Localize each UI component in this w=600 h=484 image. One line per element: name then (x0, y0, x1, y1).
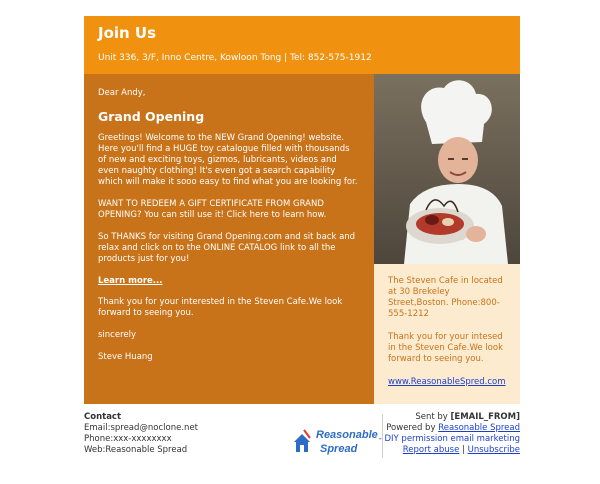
powered-suffix: - DIY permission email marketing (378, 434, 520, 444)
main-content (84, 74, 374, 404)
header-address: Unit 336, 3/F, Inno Centre, Kowloon Tong | Tel: 852-575-1912 (98, 53, 372, 63)
sent-by-line (379, 412, 520, 423)
powered-prefix: Powered by (386, 423, 436, 433)
learn-more-link[interactable]: Learn more... (98, 276, 163, 286)
contact-heading: Contact (84, 412, 122, 422)
contact-email: Email:spread@noclone.net (84, 423, 199, 433)
cafe-thanks: Thank you for your intesed in the Steven Cafe.We look forward to seeing you. (388, 332, 503, 364)
chef-photo (374, 74, 520, 264)
contact-phone: Phone:xxx-xxxxxxxx (84, 434, 172, 444)
paragraph-gift: WANT TO REDEEM A GIFT CERTIFICATE FROM GRAND OPENING? You can still use it! Click here to learn how. (98, 199, 327, 220)
contact-block (84, 412, 198, 456)
email-body (84, 74, 520, 404)
footer-links (379, 445, 520, 456)
sent-by-block (379, 412, 520, 456)
logo-text-top: Reasonable (316, 429, 378, 441)
powered-line (379, 423, 520, 434)
contact-web: Web:Reasonable Spread (84, 445, 188, 455)
cafe-website-link[interactable]: www.ReasonableSpred.com (388, 377, 506, 387)
sign-off: sincerely (98, 330, 137, 340)
logo-text-bottom: Spread (320, 443, 358, 455)
header-title: Join Us (98, 24, 157, 42)
main-title: Grand Opening (98, 109, 205, 124)
signature: Steve Huang (98, 352, 153, 362)
cafe-info (374, 264, 520, 404)
report-abuse-link[interactable]: Report abuse (402, 445, 460, 455)
greeting: Dear Andy, (98, 88, 146, 98)
paragraph-closing: Thank you for your interested in the Steven Cafe.We look forward to seeing you. (98, 297, 343, 318)
email-footer (84, 412, 520, 460)
unsubscribe-link[interactable]: Unsubscribe (467, 445, 520, 455)
cafe-address: The Steven Cafe in located at 30 Brekeley Street,Boston. Phone:800-555-1212 (388, 276, 503, 319)
logo-mark (294, 430, 310, 452)
email-header (84, 16, 520, 74)
reasonable-spread-logo[interactable] (290, 424, 390, 458)
sidebar (374, 74, 520, 404)
sent-by-value: [EMAIL_FROM] (450, 412, 520, 422)
chef-illustration (374, 74, 520, 264)
powered-link[interactable]: Reasonable Spread (438, 423, 520, 433)
paragraph-thanks: So THANKS for visiting Grand Opening.com and sit back and relax and click on to the ONLINE CATALOG link to all the products just for you! (98, 232, 356, 264)
footer-link-separator: | (462, 445, 465, 455)
paragraph-welcome: Greetings! Welcome to the NEW Grand Opening! website. Here you'll find a HUGE toy catalogue filled with thousands of new and exciting toys, gizmos, lubricants, videos and even naughty clothing! It's even got a search capability which will make it sooo easy to find what you are looking for. (98, 133, 358, 187)
sent-by-prefix: Sent by (415, 412, 448, 422)
